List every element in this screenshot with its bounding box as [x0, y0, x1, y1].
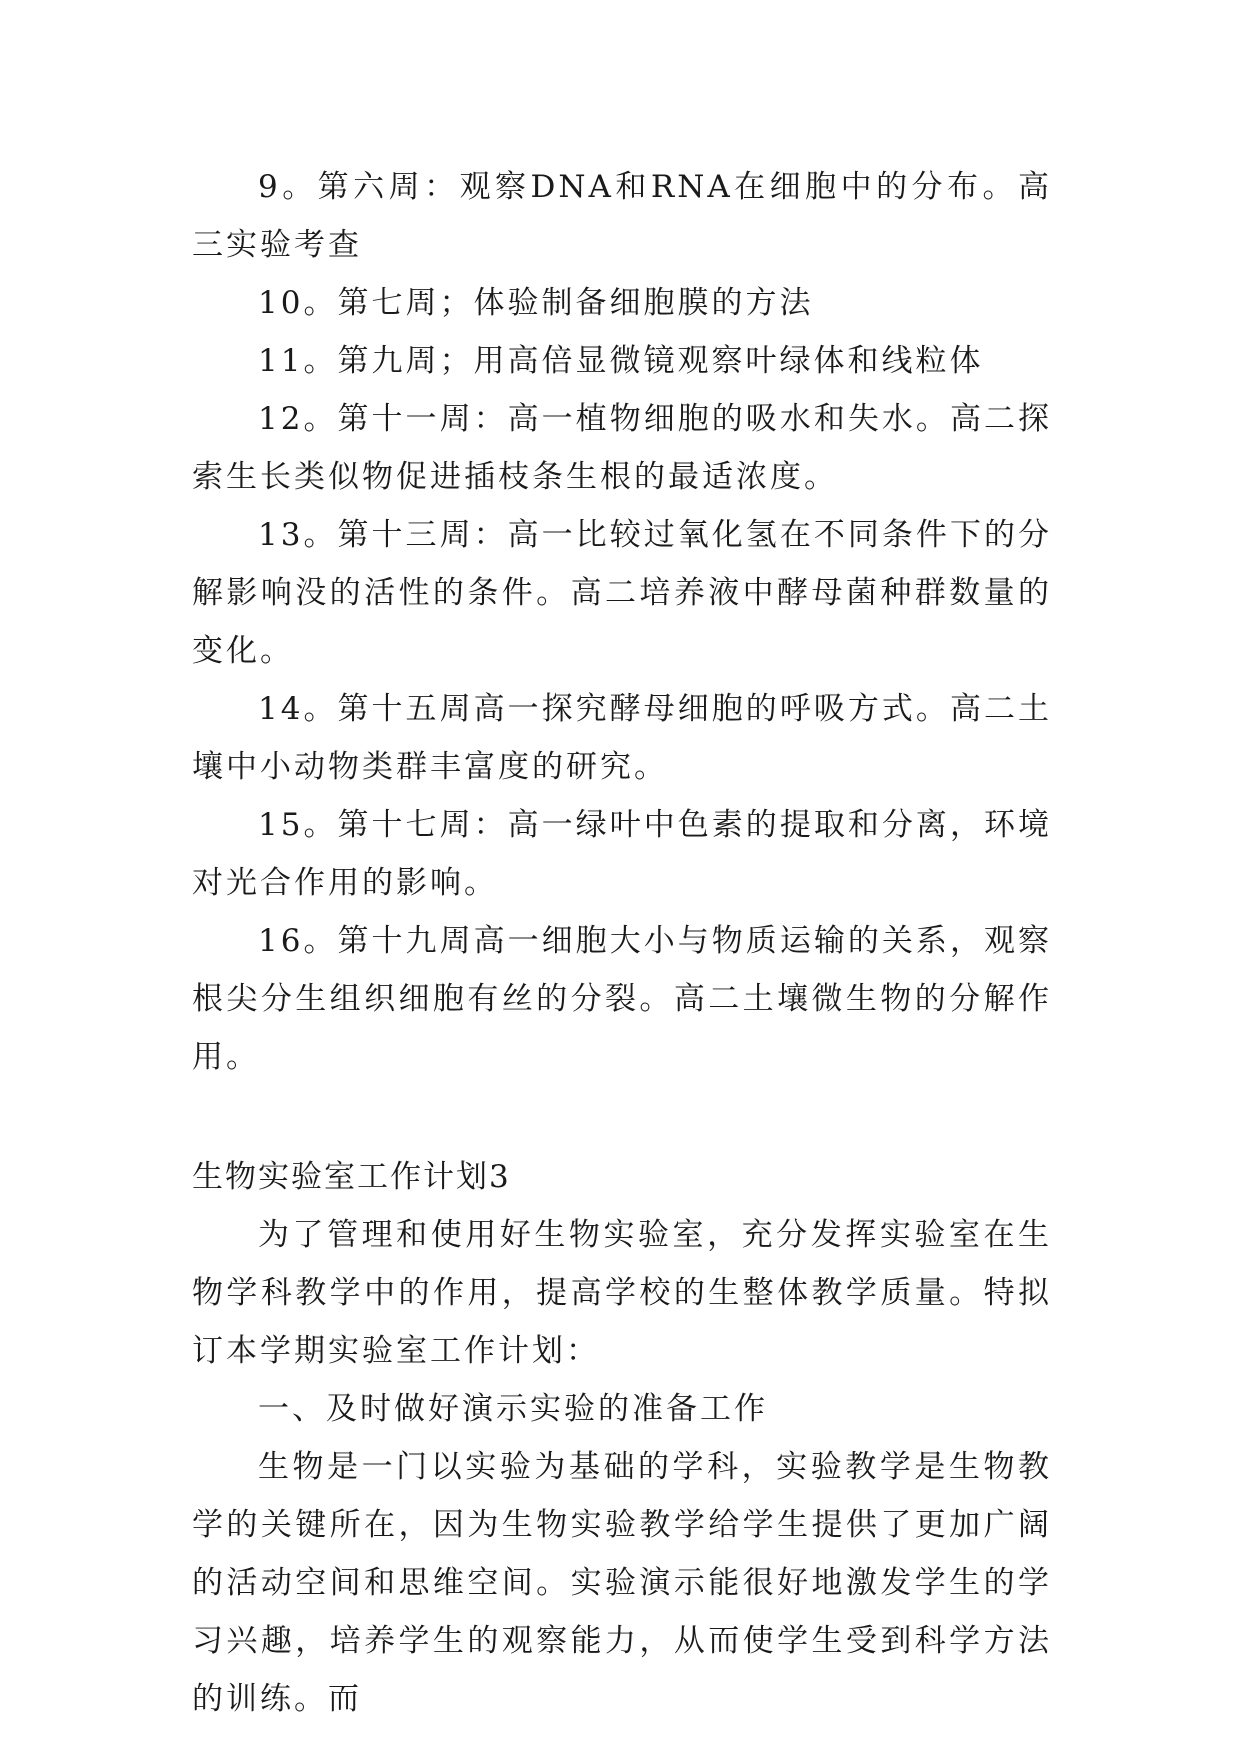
list-item: 11。第九周；用高倍显微镜观察叶绿体和线粒体	[258, 343, 984, 379]
list-item: 12。第十一周：高一植物细胞的吸水和失水。高二探索生长类似物促进插枝条生根的最适浓度。	[192, 401, 1052, 495]
list-item: 14。第十五周高一探究酵母细胞的呼吸方式。高二土壤中小动物类群丰富度的研究。	[192, 691, 1052, 785]
list-item: 10。第七周；体验制备细胞膜的方法	[258, 285, 814, 321]
list-item: 13。第十三周：高一比较过氧化氢在不同条件下的分解影响没的活性的条件。高二培养液中酵母菌种群数量的变化。	[192, 517, 1052, 669]
document-body	[192, 158, 1052, 1728]
list-item: 15。第十七周：高一绿叶中色素的提取和分离，环境对光合作用的影响。	[192, 807, 1052, 901]
subheading: 一、及时做好演示实验的准备工作	[258, 1391, 768, 1427]
section-heading: 生物实验室工作计划3	[192, 1159, 511, 1195]
body-paragraph: 生物是一门以实验为基础的学科，实验教学是生物教学的关键所在，因为生物实验教学给学生提供了更加广阔的活动空间和思维空间。实验演示能很好地激发学生的学习兴趣，培养学生的观察能力，从而使学生受到科学方法的训练。而	[192, 1449, 1052, 1717]
list-item: 9。第六周：观察DNA和RNA在细胞中的分布。高三实验考查	[192, 169, 1052, 263]
list-item: 16。第十九周高一细胞大小与物质运输的关系，观察根尖分生组织细胞有丝的分裂。高二土壤微生物的分解作用。	[192, 923, 1052, 1075]
intro-paragraph: 为了管理和使用好生物实验室，充分发挥实验室在生物学科教学中的作用，提高学校的生整体教学质量。特拟订本学期实验室工作计划：	[192, 1217, 1052, 1369]
